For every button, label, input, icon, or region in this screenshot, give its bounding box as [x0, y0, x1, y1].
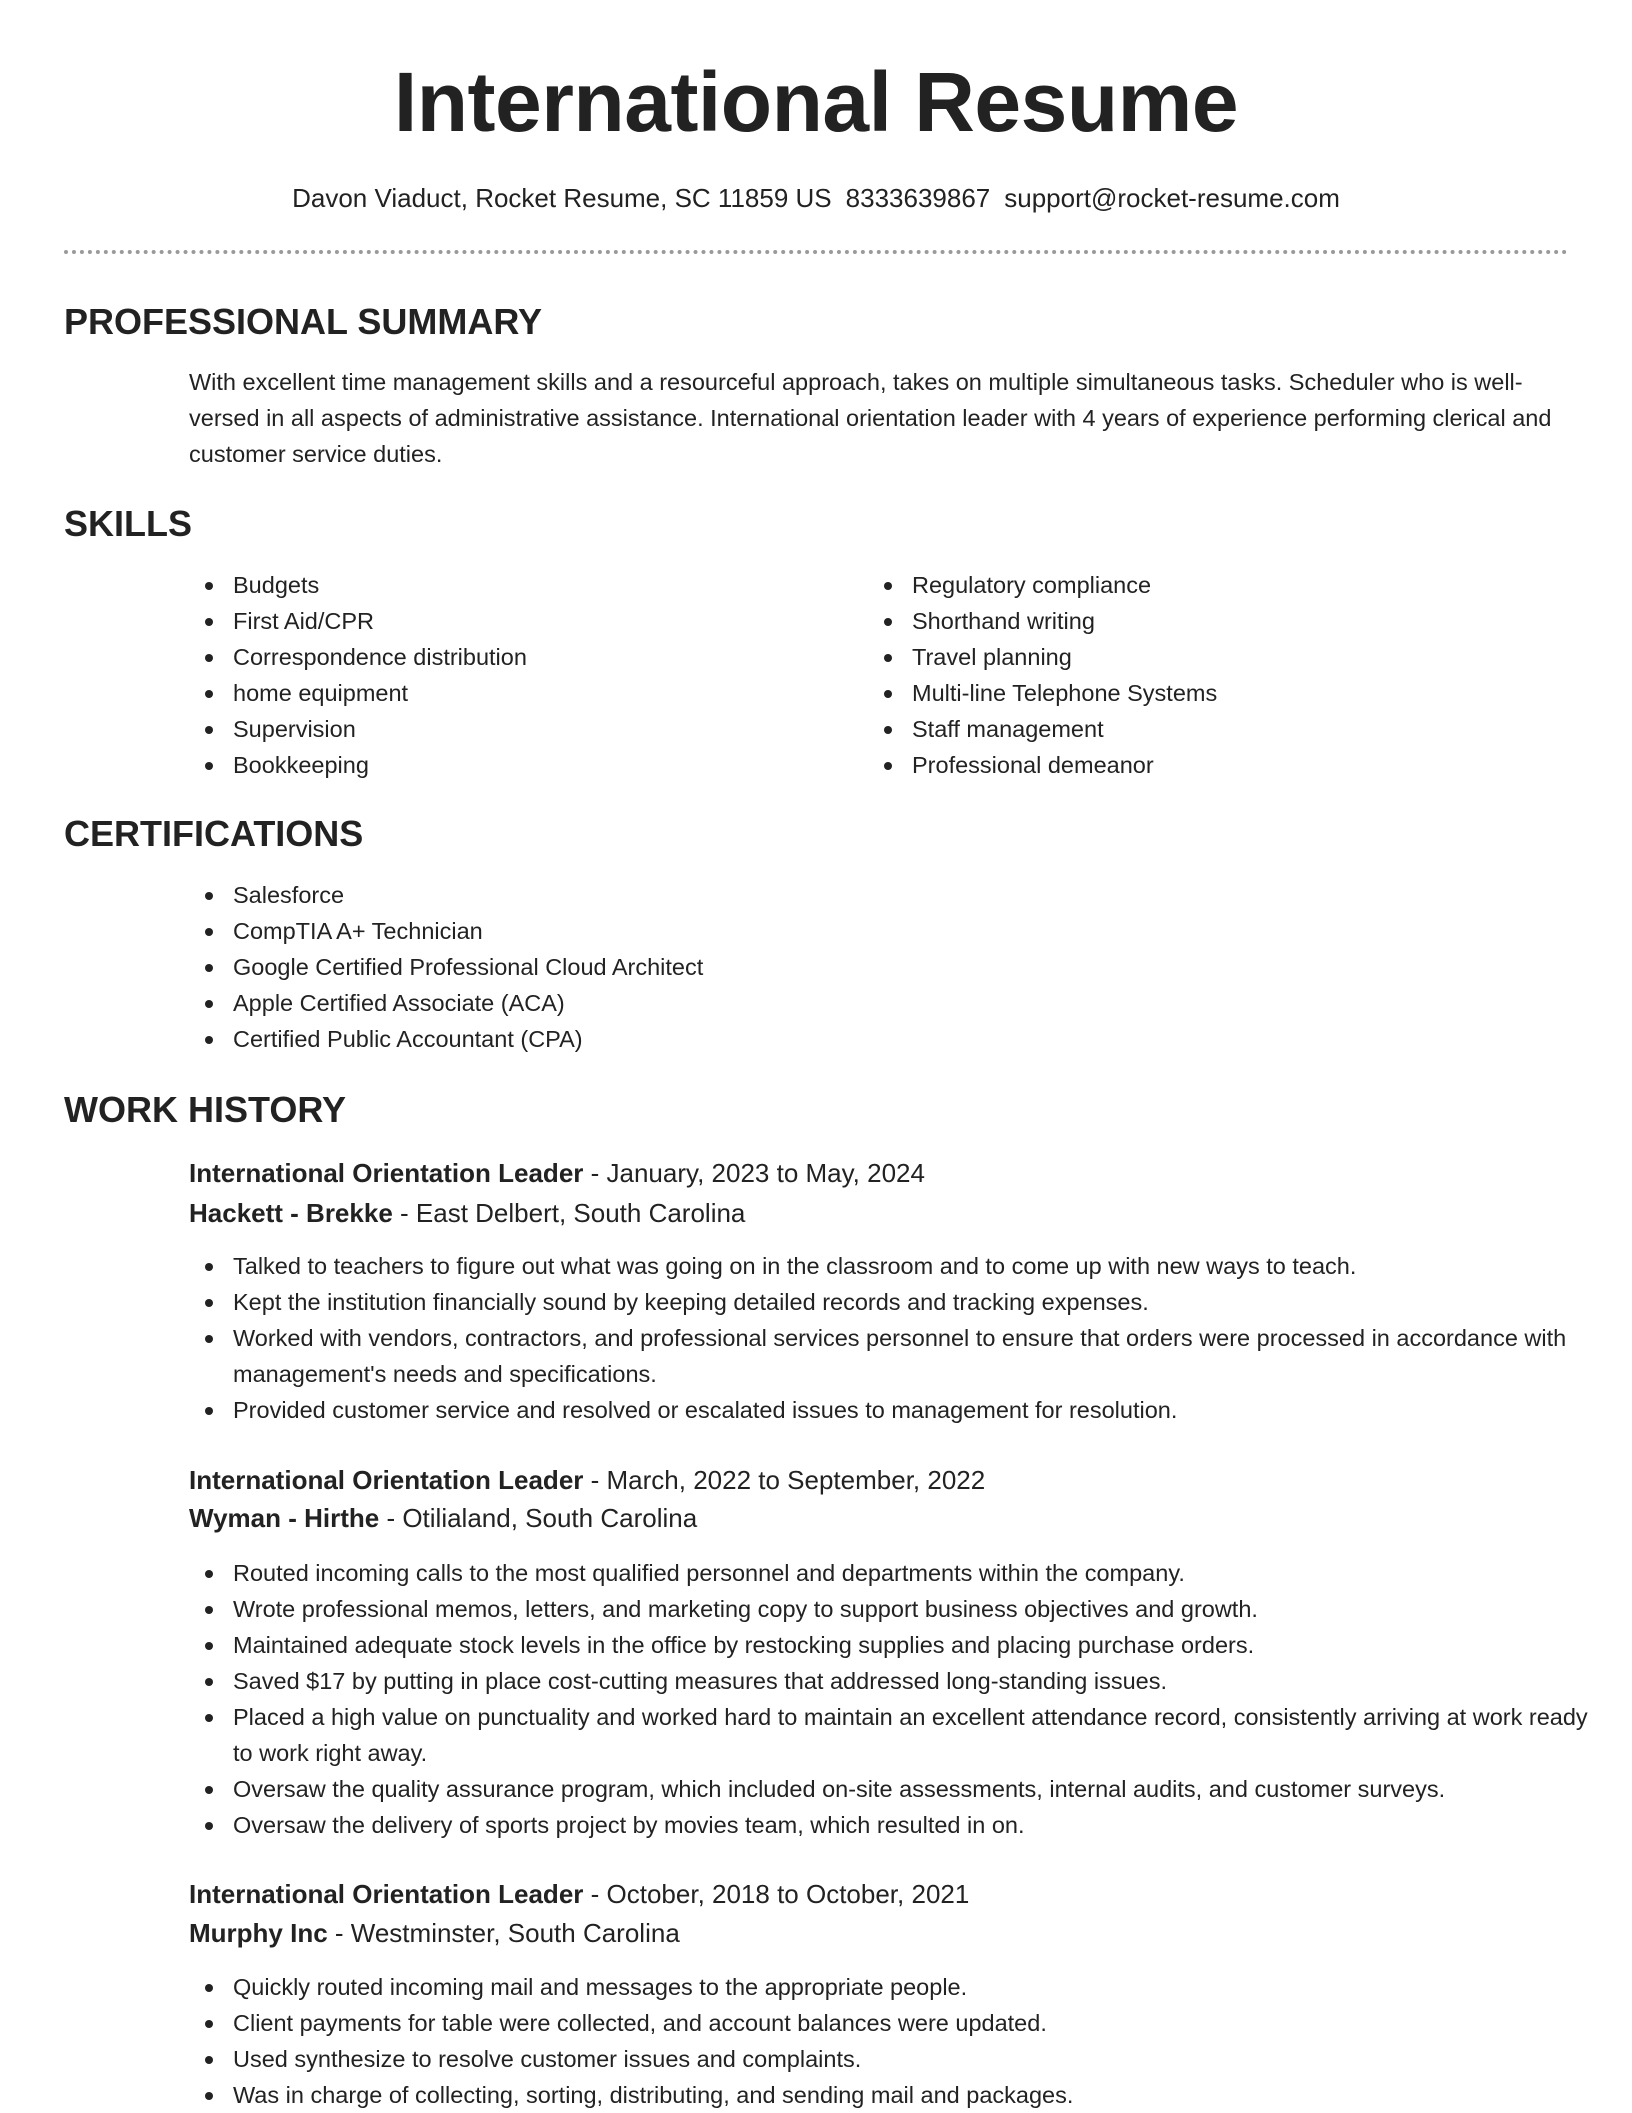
- job-bullet: Provided customer service and resolved or escalated issues to management for resolution.: [189, 1392, 1589, 1428]
- job-title-line: [189, 1462, 985, 1498]
- job-bullet: Oversaw the delivery of sports project by movies team, which resulted in on.: [189, 1807, 1589, 1843]
- skill-item: First Aid/CPR: [189, 603, 829, 639]
- job-bullets: [189, 1248, 1589, 1428]
- job-bullet: Kept the institution financially sound by keeping detailed records and tracking expenses.: [189, 1284, 1589, 1320]
- summary-heading: PROFESSIONAL SUMMARY: [64, 301, 543, 342]
- skill-item: Bookkeeping: [189, 747, 829, 783]
- job-dates: - October, 2018 to October, 2021: [583, 1879, 970, 1909]
- skill-item: Travel planning: [868, 639, 1548, 675]
- skill-item: Staff management: [868, 711, 1548, 747]
- job-bullet: Placed a high value on punctuality and worked hard to maintain an excellent attendance record, consistently arriving at work ready to work right away.: [189, 1699, 1589, 1771]
- certification-item: CompTIA A+ Technician: [189, 913, 1569, 949]
- job-title: International Orientation Leader: [189, 1158, 584, 1188]
- job-bullets: [189, 1969, 1589, 2113]
- job-company-line: [189, 1915, 680, 1951]
- skills-list-left: [189, 567, 829, 783]
- job-location: - Otilialand, South Carolina: [379, 1503, 698, 1533]
- header-divider: [64, 250, 1568, 254]
- resume-title: International Resume: [393, 55, 1239, 149]
- job-title-line: [189, 1876, 969, 1912]
- skill-item: Regulatory compliance: [868, 567, 1548, 603]
- certifications-heading: CERTIFICATIONS: [64, 813, 364, 854]
- contact-phone: 8333639867: [845, 183, 991, 213]
- job-bullets: [189, 1555, 1589, 1843]
- contact-address: Davon Viaduct, Rocket Resume, SC 11859 US: [292, 183, 832, 213]
- skills-heading: SKILLS: [64, 503, 193, 544]
- skill-item: home equipment: [189, 675, 829, 711]
- job-bullet: Talked to teachers to figure out what was going on in the classroom and to come up with new ways to teach.: [189, 1248, 1589, 1284]
- skills-list-right: [868, 567, 1548, 783]
- certification-item: Apple Certified Associate (ACA): [189, 985, 1569, 1021]
- job-bullet: Was in charge of collecting, sorting, distributing, and sending mail and packages.: [189, 2077, 1589, 2113]
- summary-text: With excellent time management skills and a resourceful approach, takes on multiple simultaneous tasks. Scheduler who is well-versed in all aspects of administrative assistance. International orientation leader with 4 years of experience performing clerical and customer service duties.: [189, 369, 1552, 467]
- job-dates: - January, 2023 to May, 2024: [583, 1158, 925, 1188]
- certifications-list: [189, 877, 1569, 1057]
- job-company: Hackett - Brekke: [189, 1198, 393, 1228]
- skill-item: Correspondence distribution: [189, 639, 829, 675]
- job-company: Murphy Inc: [189, 1918, 328, 1948]
- job-bullet: Saved $17 by putting in place cost-cutting measures that addressed long-standing issues.: [189, 1663, 1589, 1699]
- work-history-heading: WORK HISTORY: [64, 1089, 347, 1130]
- contact-email[interactable]: support@rocket-resume.com: [1004, 183, 1340, 213]
- job-bullet: Used synthesize to resolve customer issues and complaints.: [189, 2041, 1589, 2077]
- job-title-line: [189, 1155, 925, 1191]
- job-bullet: Client payments for table were collected, and account balances were updated.: [189, 2005, 1589, 2041]
- skill-item: Multi-line Telephone Systems: [868, 675, 1548, 711]
- contact-line: [0, 180, 1632, 216]
- job-bullet: Wrote professional memos, letters, and marketing copy to support business objectives and growth.: [189, 1591, 1589, 1627]
- skill-item: Professional demeanor: [868, 747, 1548, 783]
- certification-item: Salesforce: [189, 877, 1569, 913]
- job-bullet: Worked with vendors, contractors, and professional services personnel to ensure that orders were processed in accordance with management's needs and specifications.: [189, 1320, 1589, 1392]
- job-bullet: Oversaw the quality assurance program, which included on-site assessments, internal audits, and customer surveys.: [189, 1771, 1589, 1807]
- job-location: - Westminster, South Carolina: [327, 1918, 680, 1948]
- job-bullet: Maintained adequate stock levels in the office by restocking supplies and placing purchase orders.: [189, 1627, 1589, 1663]
- certification-item: Certified Public Accountant (CPA): [189, 1021, 1569, 1057]
- job-company: Wyman - Hirthe: [189, 1503, 380, 1533]
- job-location: - East Delbert, South Carolina: [392, 1198, 746, 1228]
- job-bullet: Routed incoming calls to the most qualified personnel and departments within the company.: [189, 1555, 1589, 1591]
- job-dates: - March, 2022 to September, 2022: [583, 1465, 986, 1495]
- job-title: International Orientation Leader: [189, 1465, 584, 1495]
- job-company-line: [189, 1500, 697, 1536]
- job-title: International Orientation Leader: [189, 1879, 584, 1909]
- skill-item: Budgets: [189, 567, 829, 603]
- skill-item: Shorthand writing: [868, 603, 1548, 639]
- skill-item: Supervision: [189, 711, 829, 747]
- job-company-line: [189, 1195, 745, 1231]
- certification-item: Google Certified Professional Cloud Architect: [189, 949, 1569, 985]
- job-bullet: Quickly routed incoming mail and messages to the appropriate people.: [189, 1969, 1589, 2005]
